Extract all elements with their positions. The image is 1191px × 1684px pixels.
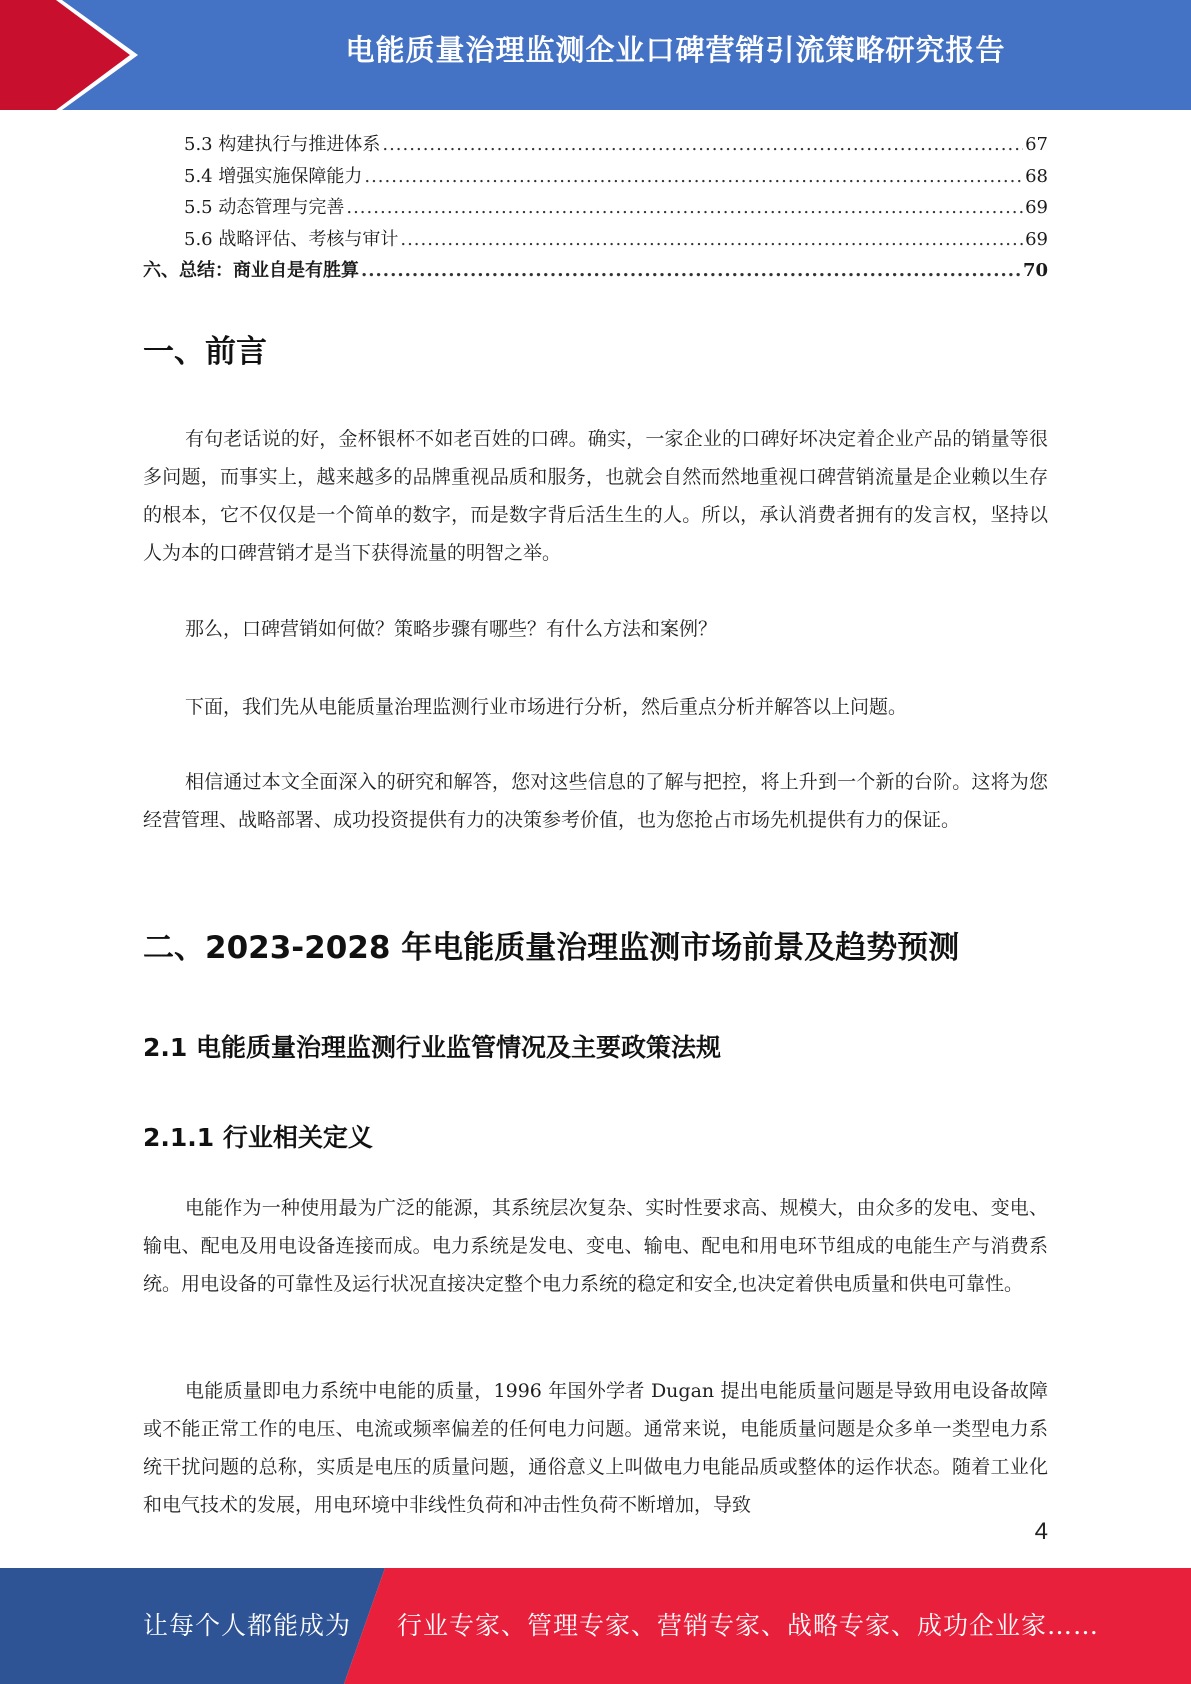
toc-leader-dots [382, 134, 1023, 155]
toc-leader-dots [364, 166, 1023, 187]
toc-entry-label: 5.6 战略评估、考核与审计 [184, 228, 399, 250]
toc-entry[interactable] [143, 193, 1048, 225]
body-paragraph: 电能作为一种使用最为广泛的能源，其系统层次复杂、实时性要求高、规模大，由众多的发电、变电、输电、配电及用电设备连接而成。电力系统是发电、变电、输电、配电和用电环节组成的电能生产与消费系统。用电设备的可靠性及运行状况直接决定整个电力系统的稳定和安全,也决定着供电质量和供电可靠性。 [143, 1197, 1048, 1295]
toc-leader-dots [361, 260, 1021, 281]
toc-entry-label: 5.4 增强实施保障能力 [184, 165, 363, 187]
toc-leader-dots [400, 229, 1023, 250]
body-paragraph: 下面，我们先从电能质量治理监测行业市场进行分析，然后重点分析并解答以上问题。 [185, 696, 908, 718]
subsection-heading-regulation: 2.1 电能质量治理监测行业监管情况及主要政策法规 [143, 1033, 721, 1062]
toc-entry-page: 69 [1025, 197, 1048, 218]
toc-entry[interactable] [143, 256, 1048, 288]
header-arrow-decoration [0, 0, 160, 110]
toc-entry-page: 70 [1022, 260, 1048, 281]
body-paragraph: 有句老话说的好，金杯银杯不如老百姓的口碑。确实，一家企业的口碑好坏决定着企业产品的销量等很多问题，而事实上，越来越多的品牌重视品质和服务，也就会自然而然地重视口碑营销流量是企业赖以生存的根本，它不仅仅是一个简单的数字，而是数字背后活生生的人。所以，承认消费者拥有的发言权，坚持以人为本的口碑营销才是当下获得流量的明智之举。 [143, 428, 1048, 564]
body-paragraph: 相信通过本文全面深入的研究和解答，您对这些信息的了解与把控，将上升到一个新的台阶。这将为您经营管理、战略部署、成功投资提供有力的决策参考价值，也为您抢占市场先机提供有力的保证。 [143, 771, 1048, 831]
toc-entry-label: 5.3 构建执行与推进体系 [184, 134, 381, 155]
toc-entry-label: 六、总结：商业自是有胜算 [143, 260, 359, 281]
subsection-heading-definition: 2.1.1 行业相关定义 [143, 1123, 373, 1152]
section-heading-preface: 一、前言 [143, 334, 267, 370]
toc-entry[interactable] [143, 162, 1048, 194]
body-paragraph: 电能质量即电力系统中电能的质量，1996 年国外学者 Dugan 提出电能质量问题是导致用电设备故障或不能正常工作的电压、电流或频率偏差的任何电力问题。通常来说，电能质量问题是众多单一类型电力系统干扰问题的总称，实质是电压的质量问题，通俗意义上叫做电力电能品质或整体的运作状态。随着工业化和电气技术的发展，用电环境中非线性负荷和冲击性负荷不断增加，导致 [143, 1380, 1048, 1516]
report-title: 电能质量治理监测企业口碑营销引流策略研究报告 [345, 33, 1006, 67]
footer-slogan-right: 行业专家、管理专家、营销专家、战略专家、成功企业家…… [397, 1611, 1100, 1640]
footer-slogan-left: 让每个人都能成为 [143, 1611, 352, 1640]
toc-entry-page: 67 [1025, 134, 1048, 155]
toc-leader-dots [346, 197, 1023, 218]
toc-entry-label: 5.5 动态管理与完善 [184, 197, 345, 218]
header-bar [0, 0, 1191, 110]
toc-entry[interactable] [143, 130, 1048, 162]
toc-entry-page: 69 [1025, 228, 1048, 250]
toc-entry[interactable] [143, 225, 1048, 257]
table-of-contents [143, 130, 1048, 288]
page-number: 4 [1034, 1518, 1048, 1545]
section-heading-market: 二、2023-2028 年电能质量治理监测市场前景及趋势预测 [143, 930, 960, 966]
body-paragraph: 那么，口碑营销如何做？策略步骤有哪些？有什么方法和案例？ [185, 618, 718, 640]
footer-banner [0, 1568, 1191, 1684]
toc-entry-page: 68 [1025, 165, 1048, 187]
